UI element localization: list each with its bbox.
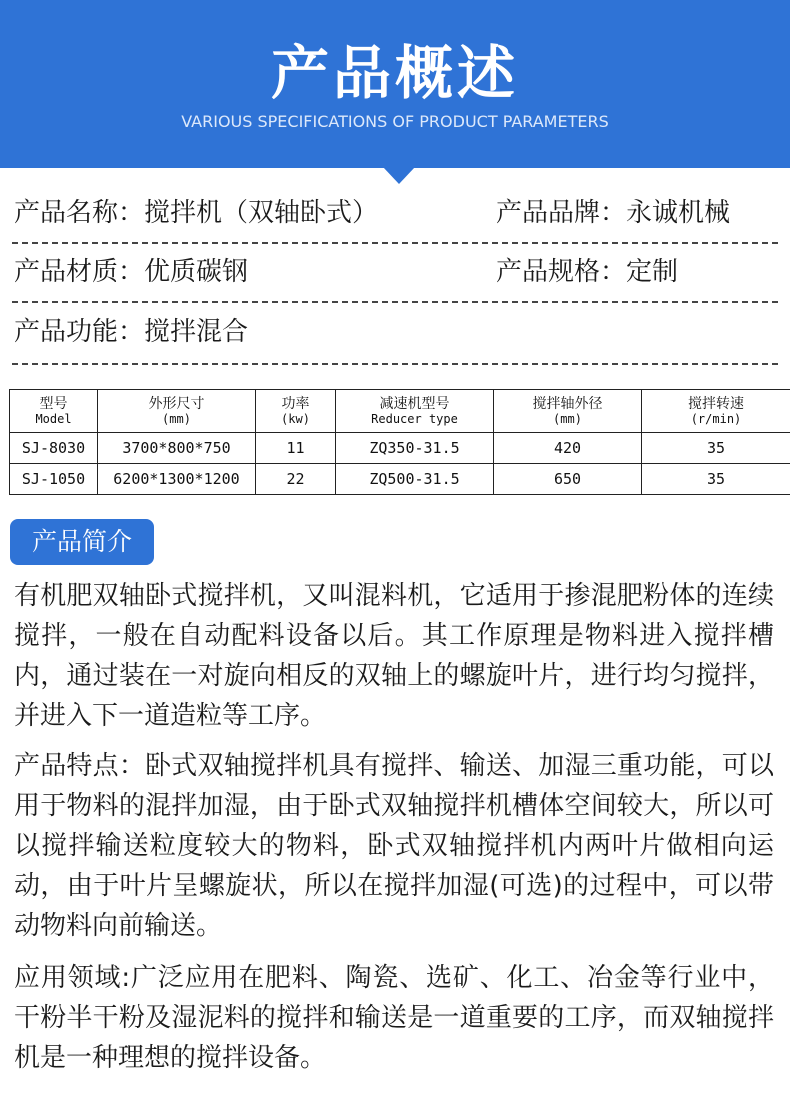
spec-product-spec: 产品规格：定制: [496, 257, 679, 287]
banner-pointer-icon: [383, 167, 415, 184]
header-speed: 搅拌转速 (r/min): [642, 390, 790, 433]
header-dimensions: 外形尺寸 (mm): [98, 390, 256, 433]
table-header-row: [10, 390, 790, 433]
header-model: 型号 Model: [10, 390, 98, 433]
cell-shaft-diameter: 650: [494, 464, 642, 495]
header-power: 功率 (kw): [256, 390, 336, 433]
page-subtitle: VARIOUS SPECIFICATIONS OF PRODUCT PARAMETERS: [181, 112, 609, 131]
header-shaft-diameter: 搅拌轴外径 (mm): [494, 390, 642, 433]
cell-power: 22: [256, 464, 336, 495]
cell-shaft-diameter: 420: [494, 433, 642, 464]
header-reducer: 减速机型号 Reducer type: [336, 390, 494, 433]
cell-speed: 35: [642, 464, 790, 495]
table-row: [10, 433, 790, 464]
cell-power: 11: [256, 433, 336, 464]
spec-row-3: [14, 309, 776, 355]
spec-product-brand: 产品品牌：永诚机械: [496, 198, 731, 228]
intro-section-tag: 产品简介: [10, 519, 154, 565]
divider: [12, 242, 778, 244]
cell-model: SJ-8030: [10, 433, 98, 464]
cell-dimensions: 3700*800*750: [98, 433, 256, 464]
cell-reducer: ZQ350-31.5: [336, 433, 494, 464]
spec-row-1: [14, 190, 776, 236]
features-paragraph: 产品特点：卧式双轴搅拌机具有搅拌、输送、加湿三重功能，可以用于物料的混拌加湿，由于卧式双轴搅拌机槽体空间较大，所以可以搅拌输送粒度较大的物料，卧式双轴搅拌机内两叶片做相向运动，由于叶片呈螺旋状，所以在搅拌加湿(可选)的过程中，可以带动物料向前输送。: [14, 751, 774, 941]
spec-row-2: [14, 249, 776, 295]
divider: [12, 363, 778, 365]
cell-model: SJ-1050: [10, 464, 98, 495]
applications-paragraph: 应用领域:广泛应用在肥料、陶瓷、选矿、化工、冶金等行业中，干粉半干粉及湿泥料的搅拌和输送是一道重要的工序，而双轴搅拌机是一种理想的搅拌设备。: [14, 963, 774, 1073]
table-row: [10, 464, 790, 495]
spec-product-name: 产品名称：搅拌机（双轴卧式）: [14, 198, 379, 228]
intro-paragraph: 有机肥双轴卧式搅拌机，又叫混料机，它适用于掺混肥粉体的连续搅拌，一般在自动配料设备以后。其工作原理是物料进入搅拌槽内，通过装在一对旋向相反的双轴上的螺旋叶片，进行均匀搅拌，并进入下一道造粒等工序。: [14, 581, 774, 731]
divider: [12, 301, 778, 303]
parameter-table: [9, 389, 790, 495]
spec-product-material: 产品材质：优质碳钢: [14, 257, 249, 287]
page-title: 产品概述: [270, 39, 519, 107]
header-banner: [0, 0, 790, 168]
cell-reducer: ZQ500-31.5: [336, 464, 494, 495]
spec-product-function: 产品功能：搅拌混合: [14, 317, 249, 347]
cell-speed: 35: [642, 433, 790, 464]
cell-dimensions: 6200*1300*1200: [98, 464, 256, 495]
